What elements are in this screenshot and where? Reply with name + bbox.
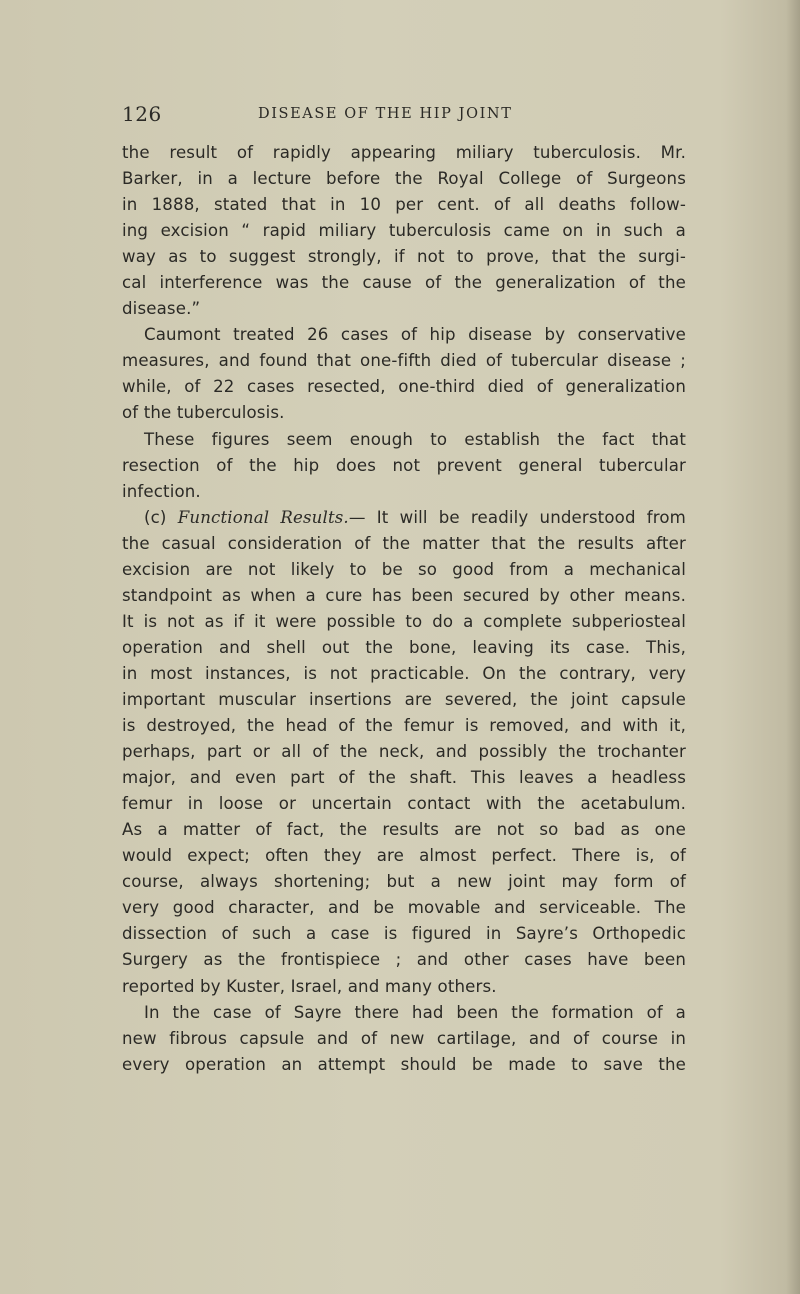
text-line: every operation an attempt should be made to save the <box>122 1054 686 1074</box>
page-number: 126 <box>122 102 162 126</box>
text-line: of the tuberculosis. <box>122 403 285 423</box>
section-heading: Functional Results. <box>177 507 349 527</box>
text-line: in most instances, is not practicable. On the contrary, very <box>122 663 686 683</box>
text-line: perhaps, part or all of the neck, and possibly the trochanter <box>122 742 686 762</box>
text-line: excision are not likely to be so good from a mechanical <box>122 559 686 579</box>
text-line: course, always shortening; but a new joint may form of <box>122 872 686 892</box>
text-line: important muscular insertions are severed, the joint capsule <box>122 689 686 709</box>
text-line: dissection of such a case is figured in Sayre’s Orthopedic <box>122 924 686 944</box>
text-line: way as to suggest strongly, if not to prove, that the surgi- <box>122 247 686 267</box>
text-line: measures, and found that one-fifth died of tubercular disease ; <box>122 351 686 371</box>
text-line: disease.” <box>122 299 201 319</box>
section-marker: (c) <box>144 507 167 527</box>
text-run: — It will be readily understood from <box>348 507 686 527</box>
text-line: In the case of Sayre there had been the formation of a <box>144 1002 686 1022</box>
text-line: infection. <box>122 481 201 501</box>
text-line: Barker, in a lecture before the Royal College of Surgeons <box>122 169 686 189</box>
text-line: Surgery as the frontispiece ; and other cases have been <box>122 950 686 970</box>
text-line: standpoint as when a cure has been secured by other means. <box>122 585 686 605</box>
text-line: the casual consideration of the matter that the results after <box>122 533 686 553</box>
text-line: major, and even part of the shaft. This leaves a headless <box>122 768 686 788</box>
text-line: in 1888, stated that in 10 per cent. of all deaths follow- <box>122 195 686 215</box>
text-line: new fibrous capsule and of new cartilage, and of course in <box>122 1028 686 1048</box>
text-line: As a matter of fact, the results are not so bad as one <box>122 820 686 840</box>
text-line: resection of the hip does not prevent general tubercular <box>122 455 686 475</box>
body-text <box>122 140 686 1078</box>
running-head: DISEASE OF THE HIP JOINT <box>258 106 513 122</box>
text-line: is destroyed, the head of the femur is removed, and with it, <box>122 716 686 736</box>
page-header <box>122 102 682 136</box>
text-line: These figures seem enough to establish the fact that <box>144 429 686 449</box>
text-line: operation and shell out the bone, leaving its case. This, <box>122 637 686 657</box>
text-line: while, of 22 cases resected, one-third died of generalization <box>122 377 686 397</box>
text-line: Caumont treated 26 cases of hip disease by conservative <box>144 325 686 345</box>
section-heading-line <box>122 505 686 531</box>
text-line: would expect; often they are almost perfect. There is, of <box>122 846 686 866</box>
text-line: reported by Kuster, Israel, and many others. <box>122 976 497 996</box>
text-line: femur in loose or uncertain contact with the acetabulum. <box>122 794 686 814</box>
text-line: very good character, and be movable and serviceable. The <box>122 898 686 918</box>
text-line: cal interference was the cause of the generalization of the <box>122 273 686 293</box>
page-edge-shadow <box>786 0 800 1294</box>
text-line: It is not as if it were possible to do a complete subperiosteal <box>122 611 686 631</box>
text-line: the result of rapidly appearing miliary tuberculosis. Mr. <box>122 143 686 162</box>
text-line: ing excision “ rapid miliary tuberculosis came on in such a <box>122 221 686 241</box>
